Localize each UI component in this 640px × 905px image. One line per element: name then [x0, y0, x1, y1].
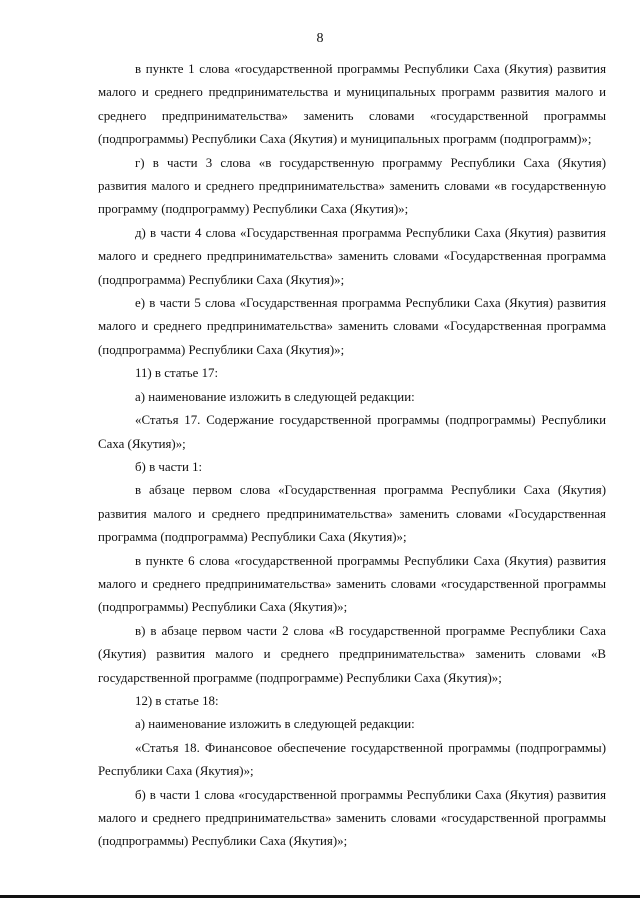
paragraph-10: в пункте 6 слова «государственной программы Республики Саха (Якутия) развития малого и среднего предпринимательства» заменить словами «государственной программы (подпрограммы) Республики Саха (Якутия)»; [98, 553, 606, 615]
paragraph-8: б) в части 1: [135, 459, 203, 474]
page-number: 8 [316, 31, 324, 46]
bottom-rule [0, 895, 640, 898]
document-body [98, 58, 606, 854]
paragraph-1: в пункте 1 слова «государственной программы Республики Саха (Якутия) развития малого и среднего предпринимательства и муниципальных программ развития малого и среднего предпринимательства» заменить словами «государственной программы (подпрограммы) Республики Саха (Якутия) и муниципальных программ (подпрограмм)»; [98, 62, 606, 147]
paragraph-5: 11) в статье 17: [135, 366, 219, 381]
paragraph-15: б) в части 1 слова «государственной программы Республики Саха (Якутия) развития малого и среднего предпринимательства» заменить словами «государственной программы (подпрограммы) Республики Саха (Якутия)»; [98, 787, 606, 849]
paragraph-4: е) в части 5 слова «Государственная программа Республики Саха (Якутия) развития малого и среднего предпринимательства» заменить словами «Государственная программа (подпрограмма) Республики Саха (Якутия)»; [98, 296, 606, 357]
paragraph-9: в абзаце первом слова «Государственная программа Республики Саха (Якутия) развития малого и среднего предпринимательства» заменить словами «Государственная программа (подпрограмма) Республики Саха (Якутия)»; [98, 483, 606, 545]
paragraph-6: а) наименование изложить в следующей редакции: [135, 389, 415, 404]
paragraph-7: «Статья 17. Содержание государственной программы (подпрограммы) Республики Саха (Якутия)»; [98, 413, 606, 451]
paragraph-12: 12) в статье 18: [135, 693, 219, 708]
paragraph-2: г) в части 3 слова «в государственную программу Республики Саха (Якутия) развития малого и среднего предпринимательства» заменить словами «в государственную программу (подпрограмму) Республики Саха (Якутия)»; [98, 155, 606, 217]
paragraph-11: в) в абзаце первом части 2 слова «В государственной программе Республики Саха (Якутия) развития малого и среднего предпринимательства» заменить словами «В государственной программе (подпрограмме) Республики Саха (Якутия)»; [98, 623, 606, 685]
paragraph-13: а) наименование изложить в следующей редакции: [135, 717, 415, 732]
paragraph-3: д) в части 4 слова «Государственная программа Республики Саха (Якутия) развития малого и среднего предпринимательства» заменить словами «Государственная программа (подпрограмма) Республики Саха (Якутия)»; [98, 225, 606, 287]
paragraph-14: «Статья 18. Финансовое обеспечение государственной программы (подпрограммы) Республики Саха (Якутия)»; [98, 740, 606, 779]
